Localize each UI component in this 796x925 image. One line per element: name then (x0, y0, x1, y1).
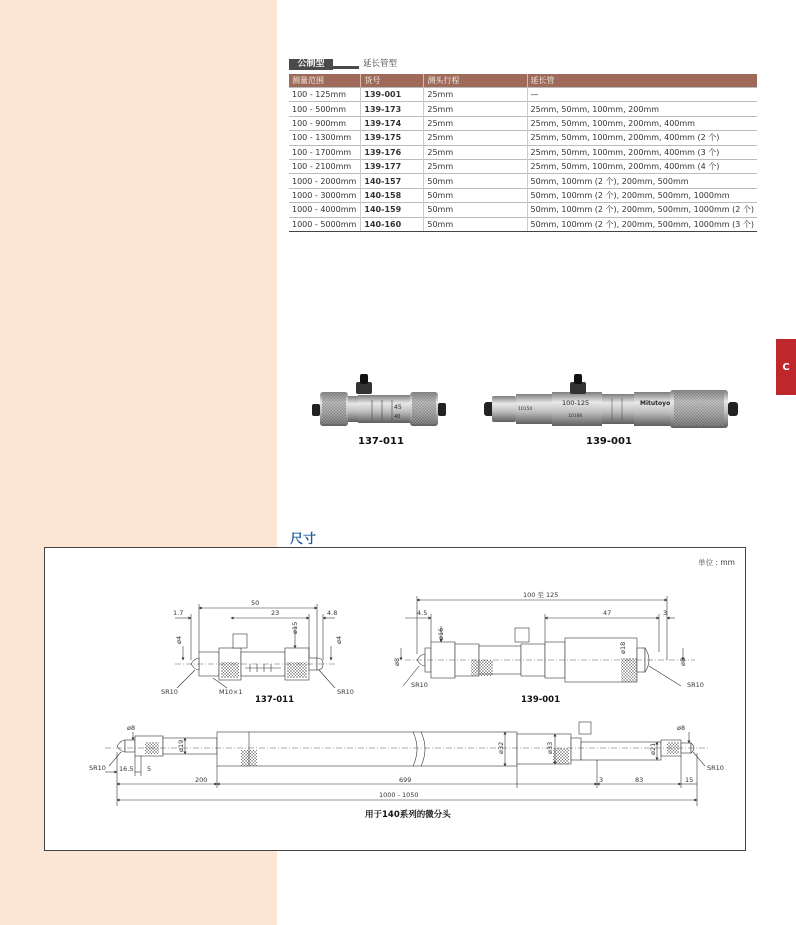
table-heading (289, 59, 757, 71)
dim-label: 16.5 (119, 765, 134, 773)
cell-code: 139-173 (361, 102, 424, 116)
cell-range: 100 - 2100mm (289, 159, 361, 173)
dim-label: M10×1 (219, 688, 243, 696)
section-tab-label: C (782, 361, 790, 373)
dim-label: 3 (663, 609, 668, 617)
photo-137-011 (312, 370, 452, 432)
dim-label: ø4 (335, 635, 343, 644)
unit-label: 单位 : mm (698, 558, 735, 567)
cell-range: 100 - 125mm (289, 88, 361, 102)
cell-code: 140-159 (361, 203, 424, 217)
tag-underline (333, 66, 359, 69)
figure-label-140-series: 用于140系列的微分头 (365, 810, 451, 820)
table-row (289, 102, 757, 116)
dim-label: ø8 (393, 657, 401, 666)
table-subtitle: 延长管型 (363, 59, 398, 69)
dim-label: 1000 - 1050 (379, 791, 419, 799)
scale-reading: 45 (394, 404, 402, 411)
table-row (289, 203, 757, 217)
table-row (289, 188, 757, 202)
dim-label: 50 (251, 599, 260, 607)
dimension-drawing-panel (44, 547, 746, 851)
dim-label: 4.5 (417, 609, 428, 617)
cell-stroke: 25mm (424, 102, 527, 116)
cell-code: 139-176 (361, 145, 424, 159)
dim-label: 5 (147, 765, 152, 773)
cell-extension: 50mm, 100mm (2 个), 200mm, 500mm, 1000mm (527, 188, 757, 202)
dim-label: SR10 (687, 681, 704, 689)
table-row (289, 217, 757, 231)
cell-code: 140-160 (361, 217, 424, 231)
cell-extension: 50mm, 100mm (2 个), 200mm, 500mm, 1000mm (3 个) (527, 217, 757, 231)
table-row (289, 88, 757, 102)
cell-stroke: 50mm (424, 203, 527, 217)
code-label-2: 10150 (518, 407, 533, 412)
dim-label: ø15 (291, 621, 299, 634)
cell-stroke: 25mm (424, 131, 527, 145)
dimension-drawings (45, 548, 745, 850)
table-row (289, 131, 757, 145)
section-title: 尺寸 (290, 532, 317, 547)
cell-stroke: 50mm (424, 217, 527, 231)
cell-range: 1000 - 2000mm (289, 174, 361, 188)
cell-range: 1000 - 3000mm (289, 188, 361, 202)
table-row (289, 116, 757, 130)
cell-extension: 50mm, 100mm (2 个), 200mm, 500mm (527, 174, 757, 188)
dim-label: SR10 (161, 688, 178, 696)
dim-label: SR10 (707, 764, 724, 772)
figure-label-137-011: 137-011 (255, 695, 295, 705)
cell-extension: 50mm, 100mm (2 个), 200mm, 500mm, 1000mm (2 个) (527, 203, 757, 217)
cell-extension: 25mm, 50mm, 100mm, 200mm, 400mm (4 个) (527, 159, 757, 173)
table-row (289, 159, 757, 173)
cell-stroke: 25mm (424, 88, 527, 102)
range-label: 100-125 (562, 399, 590, 407)
dim-label: ø18 (619, 641, 627, 654)
cell-range: 100 - 900mm (289, 116, 361, 130)
figure-label-139-001: 139-001 (521, 695, 561, 705)
cell-extension: 25mm, 50mm, 100mm, 200mm (527, 102, 757, 116)
dim-label: SR10 (89, 764, 106, 772)
dim-label: ø4 (175, 635, 183, 644)
cell-stroke: 50mm (424, 174, 527, 188)
photo-caption: 137-011 (358, 436, 404, 447)
dim-label: 47 (603, 609, 612, 617)
cell-stroke: 25mm (424, 159, 527, 173)
col-header-stroke: 测头行程 (424, 74, 527, 88)
cell-range: 100 - 500mm (289, 102, 361, 116)
dim-label: 100 至 125 (523, 591, 559, 599)
dim-label: ø8 (679, 657, 687, 666)
cell-code: 139-175 (361, 131, 424, 145)
col-header-extension: 延长管 (527, 74, 757, 88)
dim-label: ø21 (649, 742, 657, 755)
section-tab[interactable] (776, 339, 796, 395)
dim-label: 3 (599, 776, 604, 784)
dim-label: SR10 (337, 688, 354, 696)
dim-label: 83 (635, 776, 644, 784)
cell-range: 1000 - 4000mm (289, 203, 361, 217)
cell-code: 140-158 (361, 188, 424, 202)
cell-extension: 25mm, 50mm, 100mm, 200mm, 400mm (2 个) (527, 131, 757, 145)
cell-stroke: 25mm (424, 145, 527, 159)
col-header-code: 货号 (361, 74, 424, 88)
cell-extension: 25mm, 50mm, 100mm, 200mm, 400mm (3 个) (527, 145, 757, 159)
dim-label: SR10 (411, 681, 428, 689)
dim-label: ø33 (546, 741, 554, 754)
brand-label: Mitutoyo (640, 400, 671, 407)
cell-code: 140-157 (361, 174, 424, 188)
cell-code: 139-177 (361, 159, 424, 173)
dim-label: ø19 (177, 739, 185, 752)
cell-range: 1000 - 5000mm (289, 217, 361, 231)
metric-type-tag: 公制型 (289, 59, 333, 70)
cell-extension: 25mm, 50mm, 100mm, 200mm, 400mm (527, 116, 757, 130)
cell-code: 139-001 (361, 88, 424, 102)
spec-table (289, 74, 757, 232)
dim-label: ø8 (127, 724, 136, 732)
col-header-range: 测量范围 (289, 74, 361, 88)
dim-label: ø8 (677, 724, 686, 732)
photo-caption: 139-001 (586, 436, 632, 447)
code-label: 10186 (568, 414, 583, 419)
drawing-137-011 (175, 604, 338, 688)
table-row (289, 174, 757, 188)
dim-label: 15 (685, 776, 694, 784)
table-header-row (289, 74, 757, 88)
dim-label: 4.8 (327, 609, 338, 617)
cell-extension: — (527, 88, 757, 102)
scale-reading-2: 40 (394, 414, 401, 420)
cell-code: 139-174 (361, 116, 424, 130)
dim-label: ø16 (437, 627, 445, 640)
photo-139-001 (484, 374, 742, 432)
dim-label: 1.7 (173, 609, 184, 617)
cell-stroke: 25mm (424, 116, 527, 130)
cell-range: 100 - 1700mm (289, 145, 361, 159)
cell-range: 100 - 1300mm (289, 131, 361, 145)
dim-label: 200 (195, 776, 208, 784)
dim-label: 699 (399, 776, 412, 784)
dim-label: ø32 (497, 741, 505, 754)
dim-label: 23 (271, 609, 280, 617)
cell-stroke: 50mm (424, 188, 527, 202)
drawing-139-001 (401, 596, 695, 686)
table-row (289, 145, 757, 159)
